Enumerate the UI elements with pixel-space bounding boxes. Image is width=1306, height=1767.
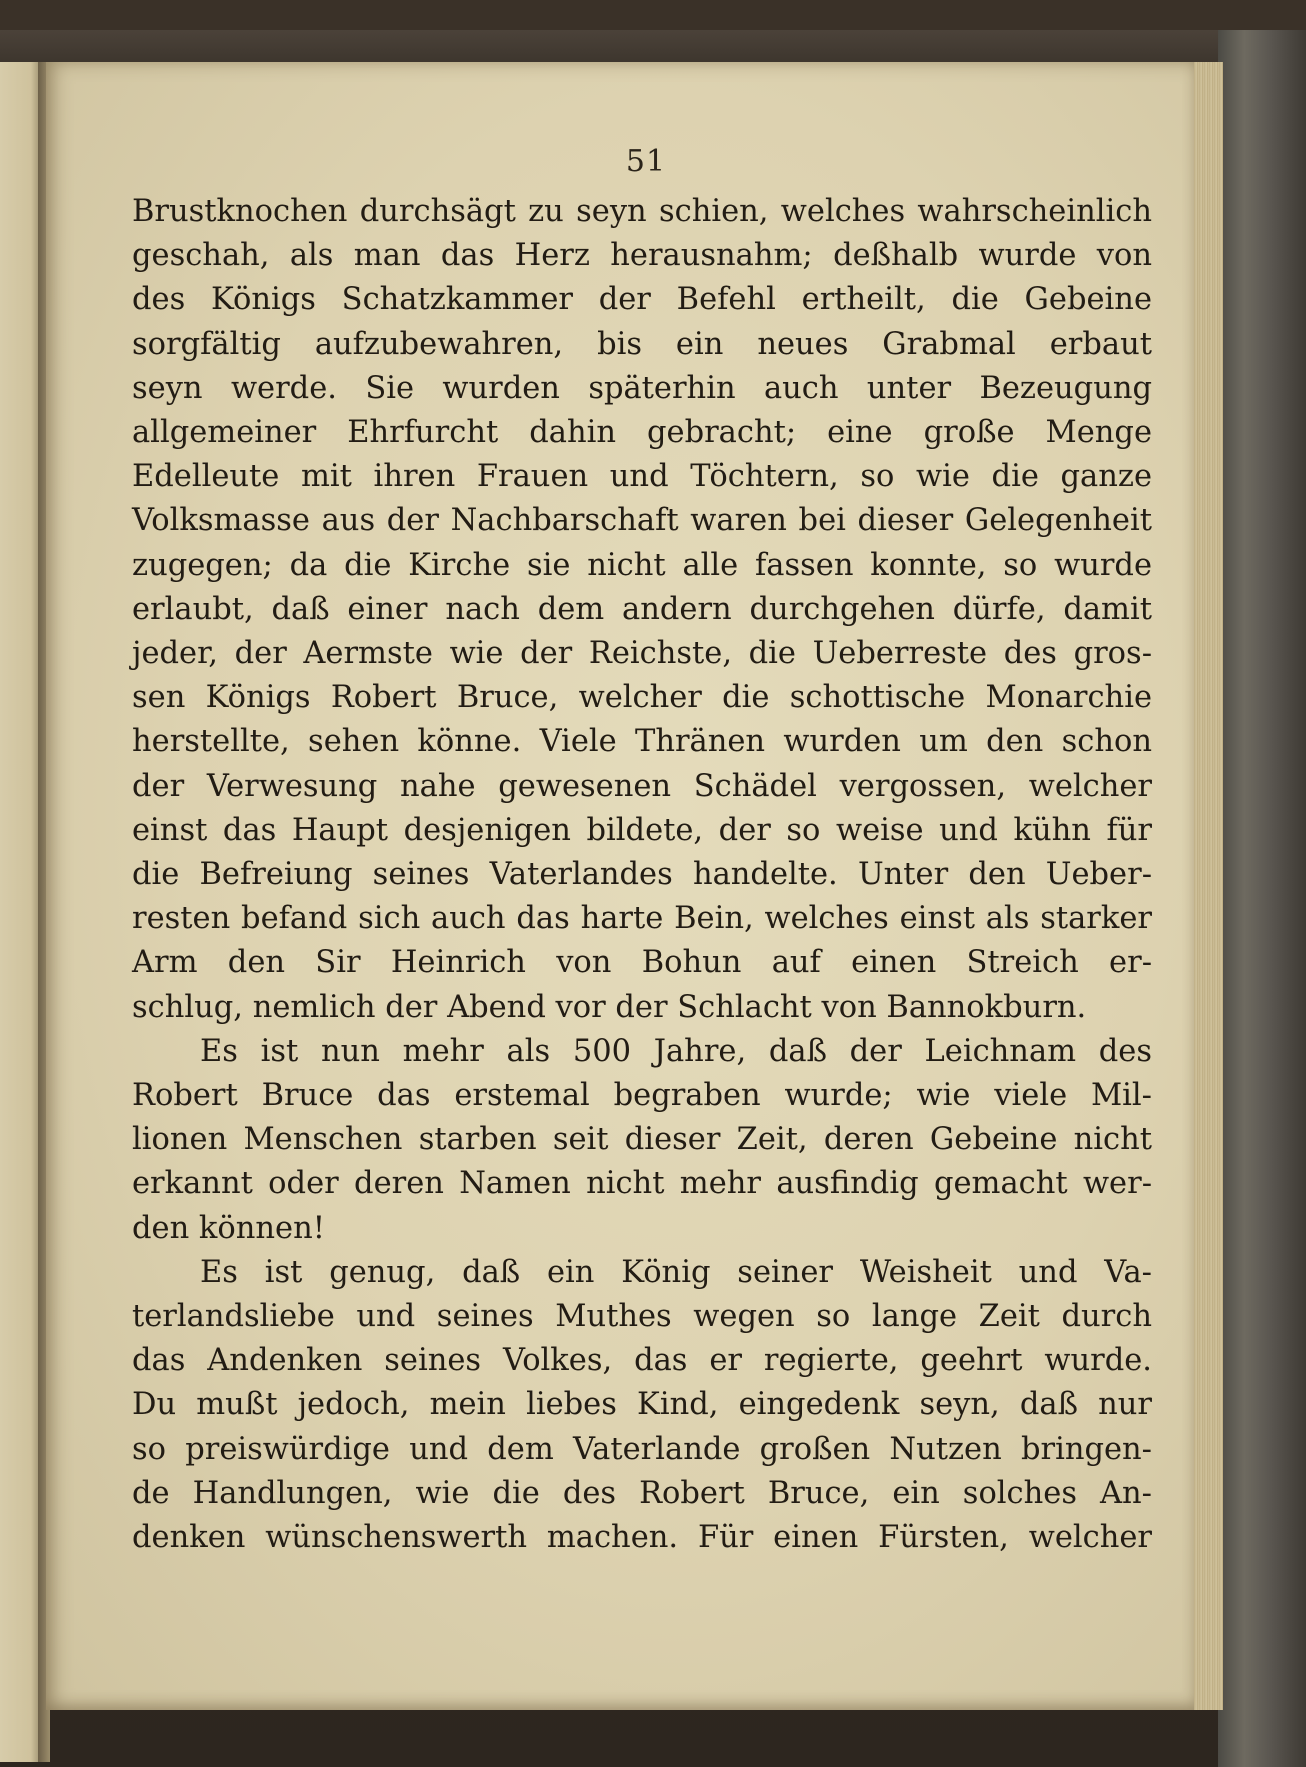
text-line: de Handlungen, wie die des Robert Bruce, ein solches An- (132, 1475, 1152, 1511)
book-cover-right-edge (1218, 30, 1306, 1767)
text-line: erkannt oder deren Namen nicht mehr ausfindig gemacht wer- (132, 1166, 1152, 1202)
text-line: lionen Menschen starben seit dieser Zeit, deren Gebeine nicht (132, 1122, 1152, 1158)
text-line: herstellte, sehen könne. Viele Thränen wurden um den schon (132, 724, 1152, 760)
text-line: den können! (132, 1210, 325, 1246)
text-line: erlaubt, daß einer nach dem andern durchgehen dürfe, damit (132, 591, 1152, 627)
text-line: seyn werde. Sie wurden späterhin auch unter Bezeugung (132, 370, 1152, 406)
book-page (46, 62, 1194, 1710)
page-number: 51 (625, 144, 667, 179)
text-line: Du mußt jedoch, mein liebes Kind, eingedenk seyn, daß nur (132, 1387, 1152, 1423)
text-line: Es ist nun mehr als 500 Jahre, daß der Leichnam des (200, 1033, 1152, 1069)
body-text (132, 190, 1152, 1560)
text-line: Es ist genug, daß ein König seiner Weisheit und Va- (200, 1254, 1152, 1290)
text-line: resten befand sich auch das harte Bein, welches einst als starker (132, 901, 1152, 937)
text-line: Edelleute mit ihren Frauen und Töchtern, so wie die ganze (132, 459, 1152, 495)
text-line: einst das Haupt desjenigen bildete, der so weise und kühn für (132, 812, 1152, 848)
text-line: des Königs Schatzkammer der Befehl ertheilt, die Gebeine (132, 282, 1152, 318)
text-line: terlandsliebe und seines Muthes wegen so lange Zeit durch (132, 1299, 1152, 1335)
page-stack-edges (1192, 62, 1223, 1710)
text-line: Brustknochen durchsägt zu seyn schien, welches wahrscheinlich (132, 194, 1152, 229)
text-line: die Befreiung seines Vaterlandes handelte. Unter den Ueber- (132, 857, 1152, 893)
text-line: Robert Bruce das erstemal begraben wurde; wie viele Mil- (132, 1078, 1152, 1114)
text-line: denken wünschenswerth machen. Für einen Fürsten, welcher (132, 1520, 1152, 1556)
text-line: allgemeiner Ehrfurcht dahin gebracht; eine große Menge (132, 415, 1152, 451)
text-line: das Andenken seines Volkes, das er regierte, geehrt wurde. (132, 1343, 1152, 1379)
text-line: geschah, als man das Herz herausnahm; deßhalb wurde von (132, 238, 1152, 274)
text-line: sen Königs Robert Bruce, welcher die schottische Monarchie (132, 680, 1152, 716)
text-line: schlug, nemlich der Abend vor der Schlacht von Bannokburn. (132, 989, 1087, 1025)
text-line: Arm den Sir Heinrich von Bohun auf einen Streich er- (132, 945, 1152, 981)
text-line: so preiswürdige und dem Vaterlande großen Nutzen bringen- (132, 1431, 1152, 1467)
text-line: sorgfältig aufzubewahren, bis ein neues Grabmal erbaut (132, 326, 1152, 362)
text-line: jeder, der Aermste wie der Reichste, die Ueberreste des gros- (132, 636, 1152, 672)
text-line: zugegen; da die Kirche sie nicht alle fassen konnte, so wurde (132, 547, 1152, 583)
text-line: Volksmasse aus der Nachbarschaft waren bei dieser Gelegenheit (132, 503, 1152, 539)
text-line: der Verwesung nahe gewesenen Schädel vergossen, welcher (132, 768, 1152, 804)
